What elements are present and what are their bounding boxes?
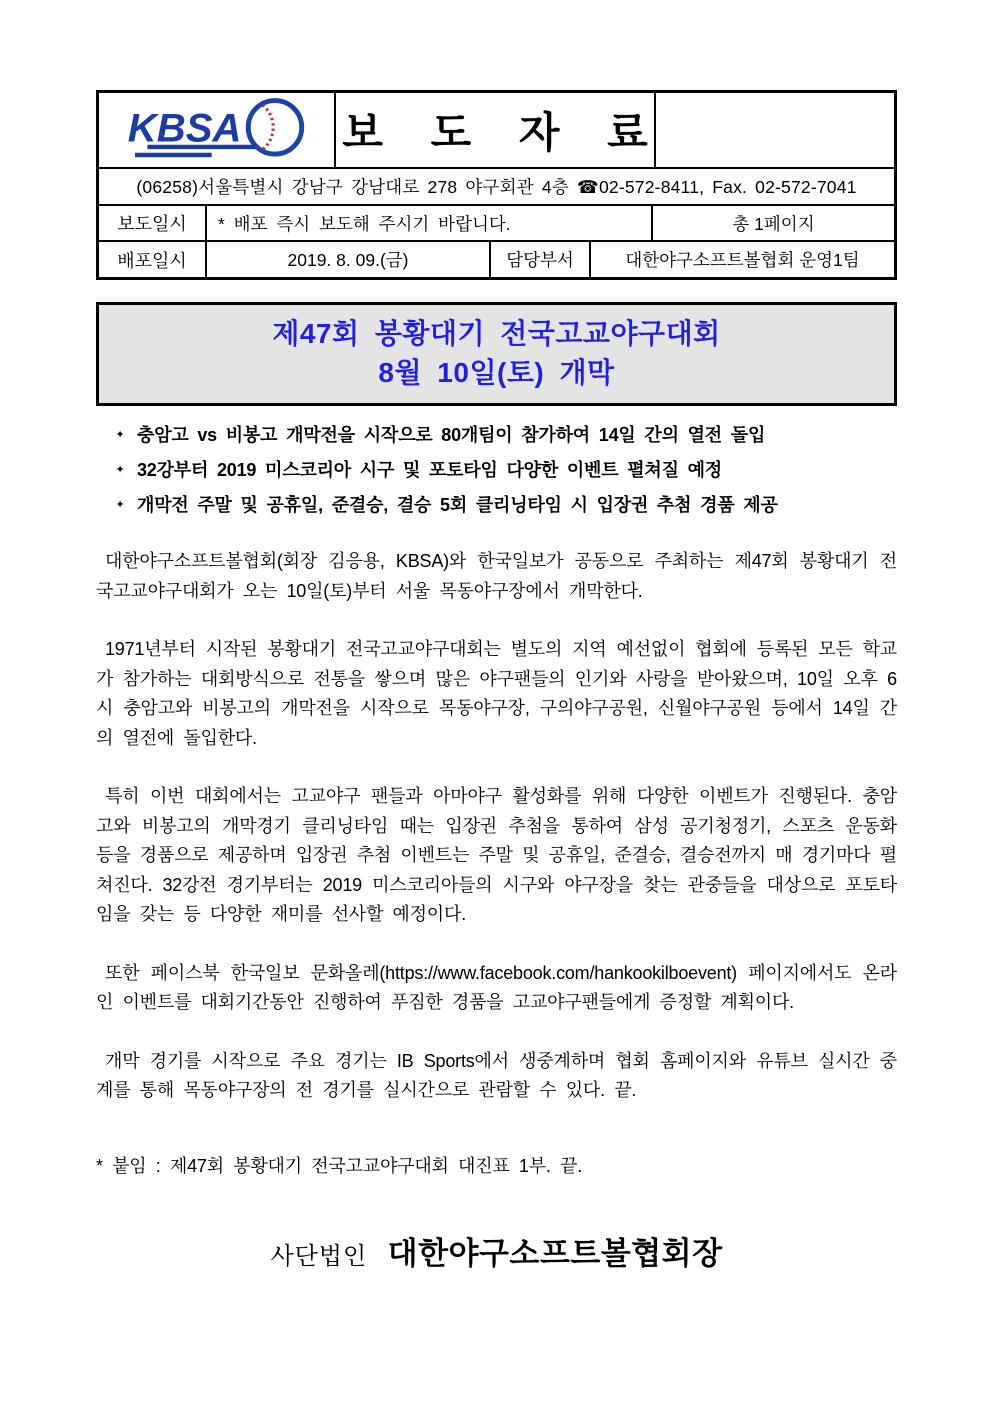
page-count: 총 1페이지 <box>651 206 894 240</box>
release-row <box>99 204 894 240</box>
department-label: 담당부서 <box>489 242 589 277</box>
kbsa-logo-text: KBSA <box>127 105 242 151</box>
headline-box <box>96 302 897 406</box>
diamond-bullet-icon: ✦ <box>115 429 125 441</box>
diamond-bullet-icon: ✦ <box>115 464 125 476</box>
release-date-label: 보도일시 <box>117 214 187 234</box>
org-address: (06258)서울특별시 강남구 강남대로 278 야구회관 4층 ☎02-572-8411, Fax. 02-572-7041 <box>136 177 857 197</box>
distribution-row <box>99 240 894 277</box>
bullet-item <box>96 488 897 523</box>
attachment-note: * 붙임 : 제47회 봉황대기 전국고교야구대회 대진표 1부. 끝. <box>96 1155 582 1176</box>
body-paragraph: 또한 페이스북 한국일보 문화올레(https://www.facebook.com/hankookilboevent) 페이지에서도 온라인 이벤트를 대회기간동안 진행하여 푸짐한 경품을 고교야구팬들에게 증정할 계획이다. <box>96 962 897 1012</box>
bullet-item <box>96 453 897 488</box>
address-row <box>99 167 894 204</box>
article-body <box>96 547 897 1106</box>
bullet-text: 개막전 주말 및 공휴일, 준결승, 결승 5회 클리닝타임 시 입장권 추첨 경품 제공 <box>137 495 778 515</box>
masthead-row <box>99 93 894 167</box>
diamond-bullet-icon: ✦ <box>115 499 125 511</box>
bullet-text: 32강부터 2019 미스코리아 시구 및 포토타임 다양한 이벤트 펼쳐질 예정 <box>137 460 722 480</box>
masthead-title: 보 도 자 료 <box>334 93 654 167</box>
body-paragraph: 개막 경기를 시작으로 주요 경기는 IB Sports에서 생중계하며 협회 홈페이지와 유튜브 실시간 중계를 통해 목동야구장의 전 경기를 실시간으로 관람할 수 있다. 끝. <box>96 1050 897 1100</box>
kbsa-logo-cell <box>99 93 334 167</box>
header-table <box>96 90 897 280</box>
signature-organization: 대한야구소프트볼협회장 <box>387 1235 723 1271</box>
headline-line-1: 제47회 봉황대기 전국고교야구대회 <box>272 318 721 349</box>
department-value: 대한야구소프트볼협회 운영1팀 <box>589 242 894 277</box>
signature-prefix: 사단법인 <box>270 1242 368 1270</box>
masthead-empty-cell <box>654 93 894 167</box>
body-paragraph: 대한야구소프트볼협회(회장 김응용, KBSA)와 한국일보가 공동으로 주최하는 제47회 봉황대기 전국고교야구대회가 오는 10일(토)부터 서울 목동야구장에서 개막한다. <box>96 551 897 601</box>
distribution-date-label: 배포일시 <box>117 250 187 271</box>
kbsa-logo-icon <box>121 97 313 163</box>
headline-line-2: 8월 10일(토) 개막 <box>378 357 615 388</box>
bullet-text: 충암고 vs 비봉고 개막전을 시작으로 80개팀이 참가하여 14일 간의 열전 돌입 <box>137 425 766 445</box>
release-instruction: * 배포 즉시 보도해 주시기 바랍니다. <box>205 206 651 240</box>
summary-bullets <box>96 418 897 523</box>
distribution-date-value: 2019. 8. 09.(금) <box>205 242 489 277</box>
signature-line <box>96 1228 897 1273</box>
body-paragraph: 1971년부터 시작된 봉황대기 전국고교야구대회는 별도의 지역 예선없이 협회에 등록된 모든 학교가 참가하는 대회방식으로 전통을 쌓으며 많은 야구팬들의 인기와 사랑을 받아왔으며, 10일 오후 6시 충암고와 비봉고의 개막전을 시작으로 목동야구장, 구의야구공원, 신월야구공원 등에서 14일 간의 열전에 돌입한다. <box>96 639 897 748</box>
bullet-item <box>96 418 897 453</box>
body-paragraph: 특히 이번 대회에서는 고교야구 팬들과 아마야구 활성화를 위해 다양한 이벤트가 진행된다. 충암고와 비봉고의 개막경기 클리닝타임 때는 입장권 추첨을 통하여 삼성 공기청정기, 스포츠 운동화 등을 경품으로 제공하며 입장권 추첨 이벤트는 주말 및 공휴일, 준결승, 결승전까지 매 경기마다 펼쳐진다. 32강전 경기부터는 2019 미스코리아들의 시구와 야구장을 찾는 관중들을 대상으로 포토타임을 갖는 등 다양한 재미를 선사할 예정이다. <box>96 786 897 924</box>
